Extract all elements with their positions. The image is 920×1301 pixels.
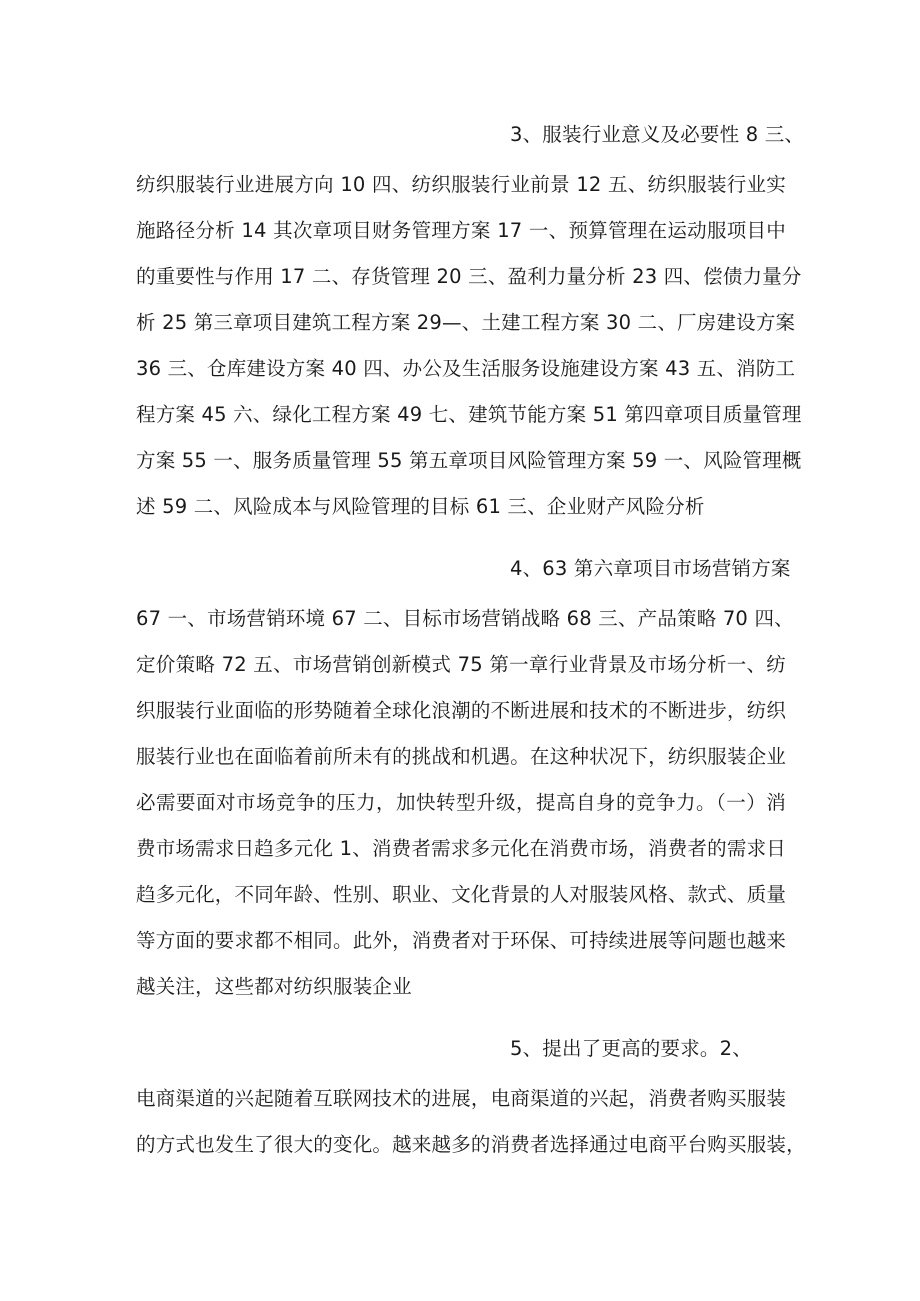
paragraph-line: 的方式也发生了很大的变化。越来越多的消费者选择通过电商平台购买服装， xyxy=(136,1133,806,1156)
paragraph-line: 析 25 第三章项目建筑工程方案 29—、土建工程方案 30 二、厂房建设方案 xyxy=(136,311,796,334)
paragraph-line: 越关注，这些都对纺织服装企业 xyxy=(136,975,412,998)
paragraph-line: 36 三、仓库建设方案 40 四、办公及生活服务设施建设方案 43 五、消防工 xyxy=(136,357,796,380)
paragraph-line: 的重要性与作用 17 二、存货管理 20 三、盈利力量分析 23 四、偿债力量分 xyxy=(136,265,802,288)
paragraph-line: 5、提出了更高的要求。2、 xyxy=(510,1037,752,1060)
paragraph-line: 服装行业也在面临着前所未有的挑战和机遇。在这种状况下，纺织服装企业 xyxy=(136,745,787,768)
paragraph-line: 纺织服装行业进展方向 10 四、纺织服装行业前景 12 五、纺织服装行业实 xyxy=(136,173,786,196)
paragraph-line: 费市场需求日趋多元化 1、消费者需求多元化在消费市场，消费者的需求日 xyxy=(136,837,786,860)
paragraph-line: 4、63 第六章项目市场营销方案 xyxy=(510,557,791,580)
paragraph-line: 3、服装行业意义及必要性 8 三、 xyxy=(510,123,805,146)
paragraph-line: 方案 55 一、服务质量管理 55 第五章项目风险管理方案 59 一、风险管理概 xyxy=(136,449,802,472)
paragraph-line: 电商渠道的兴起随着互联网技术的进展，电商渠道的兴起，消费者购买服装 xyxy=(136,1087,787,1110)
paragraph-line: 程方案 45 六、绿化工程方案 49 七、建筑节能方案 51 第四章项目质量管理 xyxy=(136,403,802,426)
paragraph-line: 必需要面对市场竞争的压力，加快转型升级，提高自身的竞争力。（一）消 xyxy=(136,791,786,814)
paragraph-line: 织服装行业面临的形势随着全球化浪潮的不断进展和技术的不断进步，纺织 xyxy=(136,699,787,722)
paragraph-line: 等方面的要求都不相同。此外，消费者对于环保、可持续进展等问题也越来 xyxy=(136,929,787,952)
paragraph-line: 施路径分析 14 其次章项目财务管理方案 17 一、预算管理在运动服项目中 xyxy=(136,219,786,242)
paragraph-line: 定价策略 72 五、市场营销创新模式 75 第一章行业背景及市场分析一、纺 xyxy=(136,653,786,676)
paragraph-line: 67 一、市场营销环境 67 二、目标市场营销战略 68 三、产品策略 70 四、 xyxy=(136,607,794,630)
paragraph-line: 趋多元化，不同年龄、性别、职业、文化背景的人对服装风格、款式、质量 xyxy=(136,883,787,906)
paragraph-line: 述 59 二、风险成本与风险管理的目标 61 三、企业财产风险分析 xyxy=(136,495,705,518)
